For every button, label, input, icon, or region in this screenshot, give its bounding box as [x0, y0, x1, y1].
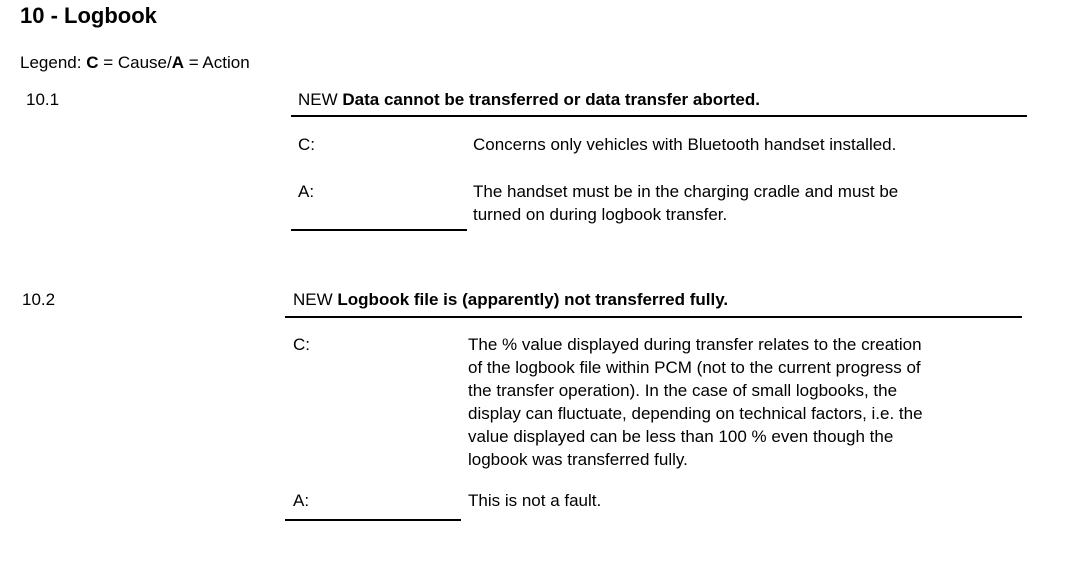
- text-line: of the logbook file within PCM (not to the current progress of: [468, 358, 921, 377]
- legend-prefix: Legend:: [20, 53, 87, 72]
- text-line: value displayed can be less than 100 % even though the: [468, 427, 894, 446]
- text-line: This is not a fault.: [468, 491, 602, 510]
- action-text: [468, 489, 1028, 512]
- cause-text: [473, 133, 1033, 156]
- heading-rule: [285, 316, 1022, 318]
- legend-action-key: A: [171, 53, 184, 72]
- entry-number: 10.2: [22, 290, 56, 309]
- legend-cause-text: = Cause/: [98, 53, 172, 72]
- entry-number: 10.1: [26, 90, 60, 109]
- cause-label: C:: [293, 335, 310, 354]
- text-line: The % value displayed during transfer relates to the creation: [468, 335, 922, 354]
- action-label: A:: [293, 491, 310, 510]
- legend-action-text: = Action: [184, 53, 250, 72]
- text-line: the transfer operation). In the case of small logbooks, the: [468, 381, 898, 400]
- text-line: logbook was transferred fully.: [468, 450, 688, 469]
- cause-text: [468, 333, 1028, 471]
- text-line: Concerns only vehicles with Bluetooth handset installed.: [473, 135, 897, 154]
- cause-label: C:: [298, 135, 315, 154]
- entry-end-rule: [291, 229, 467, 231]
- legend: [20, 53, 250, 73]
- entry-tag: NEW: [298, 90, 338, 109]
- action-text: [473, 180, 1033, 226]
- entry-heading-text: Data cannot be transferred or data transfer aborted.: [342, 90, 760, 109]
- legend-cause-key: C: [86, 53, 99, 72]
- entry-heading-text: Logbook file is (apparently) not transferred fully.: [337, 290, 729, 309]
- heading-rule: [291, 115, 1027, 117]
- text-line: turned on during logbook transfer.: [473, 205, 728, 224]
- entry-end-rule: [285, 519, 461, 521]
- action-label: A:: [298, 182, 315, 201]
- text-line: The handset must be in the charging cradle and must be: [473, 182, 899, 201]
- text-line: display can fluctuate, depending on technical factors, i.e. the: [468, 404, 923, 423]
- entry-heading: [293, 290, 728, 310]
- page-title: 10 - Logbook: [20, 3, 157, 28]
- entry-tag: NEW: [293, 290, 333, 309]
- entry-heading: [298, 90, 760, 110]
